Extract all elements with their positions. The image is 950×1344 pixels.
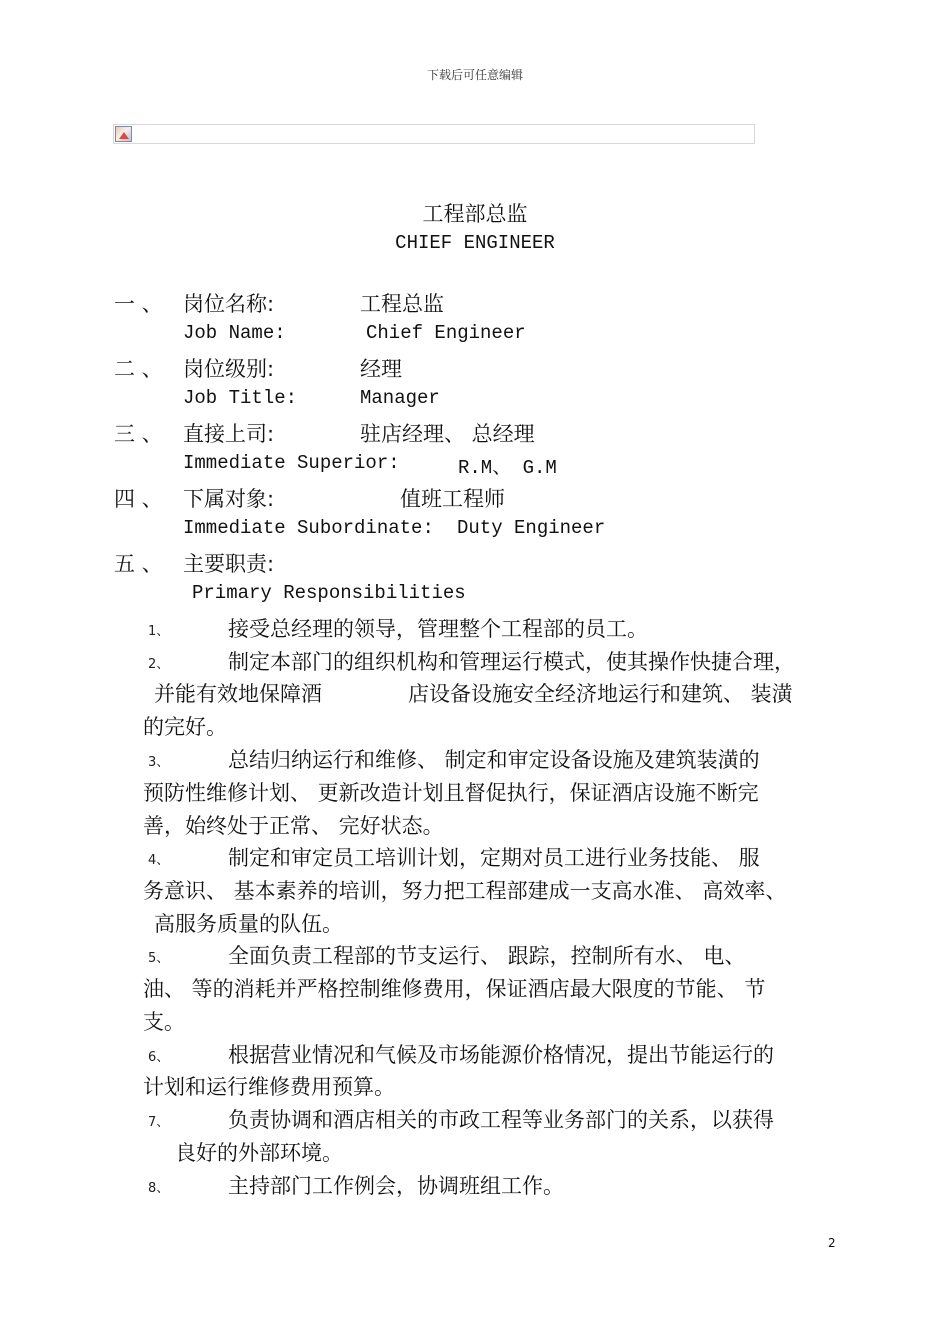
- document-title-en: CHIEF ENGINEER: [395, 232, 555, 254]
- section-label-cn: 岗位级别:: [183, 357, 275, 381]
- section-number: 五 、: [114, 552, 163, 576]
- item-line: 负责协调和酒店相关的市政工程等业务部门的关系，以获得: [228, 1108, 774, 1132]
- section-label-en: Immediate Subordinate:: [183, 517, 434, 539]
- item-line: 接受总经理的领导，管理整个工程部的员工。: [228, 617, 648, 641]
- section-value-cn: 值班工程师: [400, 487, 505, 511]
- item-line: 并能有效地保障酒: [154, 682, 322, 706]
- item-line: 全面负责工程部的节支运行、 跟踪，控制所有水、 电、: [228, 944, 746, 968]
- item-line: 主持部门工作例会，协调班组工作。: [228, 1174, 564, 1198]
- item-line: 务意识、 基本素养的培训，努力把工程部建成一支高水准、 高效率、: [143, 879, 787, 903]
- section-label-en: Primary Responsibilities: [192, 582, 466, 604]
- item-line: 总结归纳运行和维修、 制定和审定设备设施及建筑装潢的: [228, 748, 760, 772]
- item-line: 根据营业情况和气候及市场能源价格情况，提出节能运行的: [228, 1043, 774, 1067]
- section-value-cn: 驻店经理、 总经理: [360, 422, 535, 446]
- section-label-cn: 岗位名称:: [183, 292, 275, 316]
- item-line: 制定和审定员工培训计划，定期对员工进行业务技能、 服: [228, 846, 760, 870]
- item-number: 8、: [148, 1181, 170, 1196]
- item-line: 高服务质量的队伍。: [154, 912, 343, 936]
- item-line: 善，始终处于正常、 完好状态。: [143, 814, 444, 838]
- section-number: 三 、: [114, 422, 163, 446]
- document-title-cn: 工程部总监: [422, 202, 528, 226]
- section-label-en: Immediate Superior:: [183, 452, 400, 474]
- section-label-en: Job Title:: [183, 387, 298, 409]
- item-number: 3、: [148, 755, 170, 770]
- item-line: 油、 等的消耗并严格控制维修费用，保证酒店最大限度的节能、 节: [143, 977, 766, 1001]
- section-label-cn: 下属对象:: [183, 487, 275, 511]
- item-number: 5、: [148, 951, 170, 966]
- page-header-note: 下载后可任意编辑: [426, 68, 523, 82]
- section-value-en: Manager: [360, 387, 440, 409]
- broken-image-icon: [115, 126, 132, 142]
- page-number: 2: [828, 1236, 836, 1250]
- item-number: 7、: [148, 1115, 170, 1130]
- item-line: 计划和运行维修费用预算。: [143, 1075, 395, 1099]
- broken-image-placeholder: [113, 124, 755, 144]
- item-line: 制定本部门的组织机构和管理运行模式，使其操作快捷合理，: [228, 650, 795, 674]
- section-value-cn: 经理: [360, 357, 402, 381]
- section-value-en: R.M、 G.M: [458, 457, 557, 479]
- section-value-en: Duty Engineer: [457, 517, 606, 539]
- item-number: 1、: [148, 624, 170, 639]
- section-number: 二 、: [114, 357, 163, 381]
- item-line: 的完好。: [143, 715, 227, 739]
- item-line: 预防性维修计划、 更新改造计划且督促执行，保证酒店设施不断完: [143, 781, 759, 805]
- section-label-cn: 直接上司:: [183, 422, 275, 446]
- item-line: 支。: [143, 1010, 185, 1034]
- item-line: 店设备设施安全经济地运行和建筑、 装潢: [408, 682, 793, 706]
- section-number: 一 、: [114, 292, 163, 316]
- item-line: 良好的外部环境。: [175, 1141, 343, 1165]
- section-value-en: Chief Engineer: [366, 322, 526, 344]
- item-number: 2、: [148, 657, 170, 672]
- item-number: 4、: [148, 853, 170, 868]
- item-number: 6、: [148, 1050, 170, 1065]
- section-label-en: Job Name:: [183, 322, 286, 344]
- section-label-cn: 主要职责:: [183, 552, 275, 576]
- section-number: 四 、: [114, 487, 163, 511]
- section-value-cn: 工程总监: [360, 292, 444, 316]
